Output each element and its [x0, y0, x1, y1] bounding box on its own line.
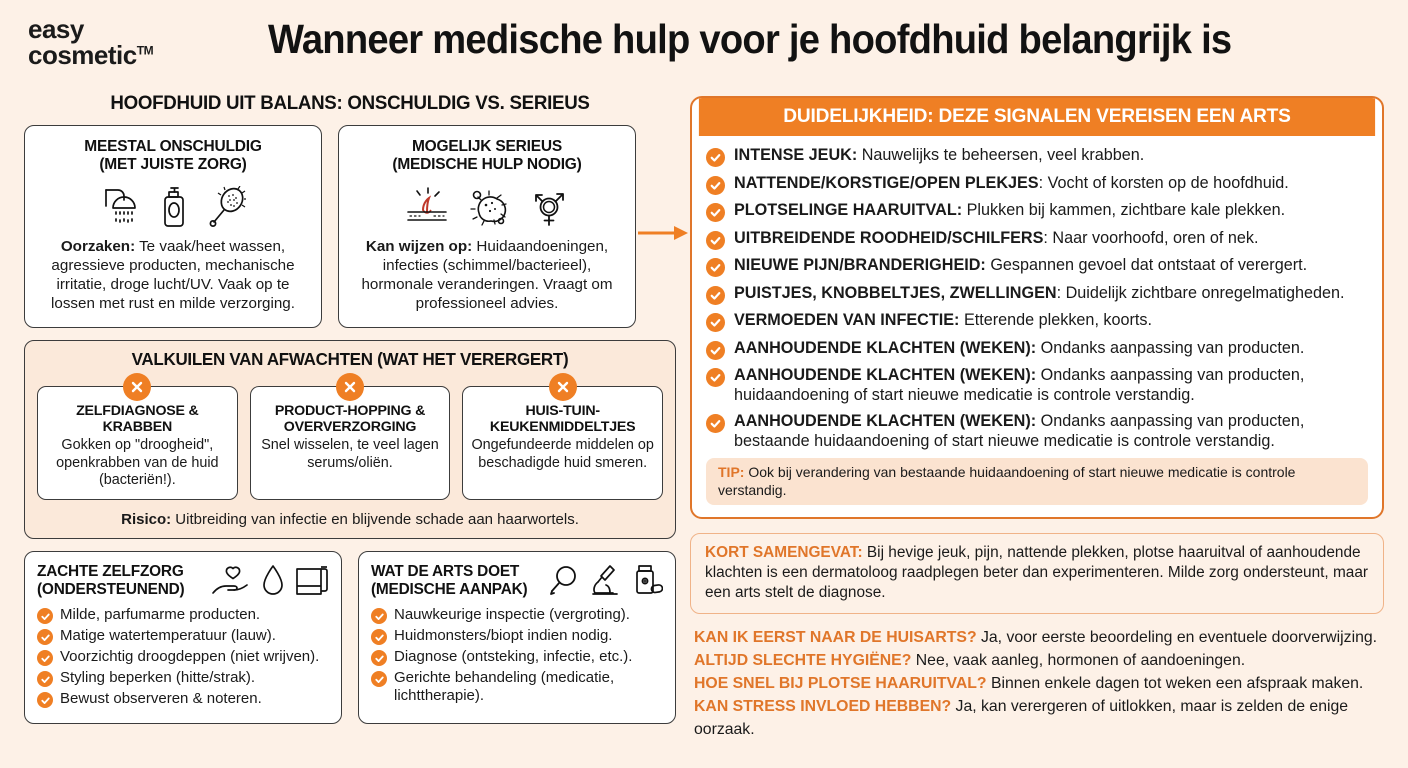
signal-text [734, 366, 1368, 406]
close-icon [336, 373, 364, 401]
close-icon [549, 373, 577, 401]
check-icon [706, 176, 725, 195]
card-icon-row [37, 185, 309, 229]
list-item-label: Milde, parfumarme producten. [60, 606, 261, 624]
pitfall-text: Gokken op "droogheid", openkrabben van de huid (bacteriën!). [56, 437, 219, 488]
close-icon [123, 373, 151, 401]
signal-label: AANHOUDENDE KLACHTEN (WEKEN): [734, 366, 1037, 384]
signal-desc: Ondanks aanpassing van producten, huidaandoening of start nieuwe medicatie is controle verstandig. [734, 366, 1305, 404]
check-icon [37, 692, 53, 708]
pitfalls-title: VALKUILEN VAN AFWACHTEN (WAT HET VERERGERT) [131, 348, 569, 369]
brand-line-2: cosmetic™ [28, 40, 154, 70]
risk-label: Risico: [121, 511, 172, 529]
check-icon [706, 341, 725, 360]
list-item [37, 648, 329, 666]
card-heading-line-1: MOGELIJK SERIEUS [411, 138, 563, 155]
pitfall-card [462, 386, 663, 501]
left-section-title: HOOFDHUID UIT BALANS: ONSCHULDIG VS. SERIEUS [110, 92, 590, 114]
signal-text [734, 174, 1289, 194]
list-item-label: Diagnose (ontsteking, infectie, etc.). [394, 648, 633, 666]
signal-label: AANHOUDENDE KLACHTEN (WEKEN): [734, 412, 1037, 431]
signal-desc: : Vocht of korsten op de hoofdhuid. [1038, 173, 1289, 192]
signal-label: PUISTJES, KNOBBELTJES, ZWELLINGEN [734, 283, 1057, 302]
card-heading [351, 138, 623, 175]
compare-cards [24, 125, 676, 328]
shower-icon [100, 186, 140, 228]
check-icon [371, 671, 387, 687]
header [0, 0, 1408, 88]
signal-text [734, 256, 1307, 276]
pitfall-heading: HUIS-TUIN-KEUKENMIDDELTJES [489, 402, 636, 435]
selfcare-header [37, 563, 329, 599]
selfcare-list [37, 606, 329, 708]
check-icon [37, 608, 53, 624]
faq-row [694, 695, 1384, 741]
doctor-heading [371, 563, 528, 599]
card-doctor-approach [358, 551, 676, 724]
hairbrush-icon [208, 186, 246, 228]
card-possibly-serious [338, 125, 636, 328]
card-gentle-selfcare [24, 551, 342, 724]
selfcare-heading [37, 563, 185, 599]
card-heading-line-2: (MEDISCHE HULP NODIG) [392, 156, 582, 174]
signal-item [706, 311, 1368, 332]
page-title: Wanneer medische hulp voor je hoofdhuid belangrijk is [268, 16, 1232, 62]
signal-item [706, 284, 1368, 305]
list-item [37, 606, 329, 624]
signals-list [692, 136, 1382, 517]
check-icon [37, 650, 53, 666]
list-item-label: Voorzichtig droogdeppen (niet wrijven). [60, 648, 320, 666]
check-icon [706, 286, 725, 305]
faq-answer: Binnen enkele dagen tot weken een afspraak maken. [986, 675, 1364, 693]
signal-text [734, 339, 1304, 359]
check-icon [371, 608, 387, 624]
pitfall-text: Snel wisselen, te veel lagen serums/oliën. [261, 437, 439, 471]
faq-question: ALTIJD SLECHTE HYGIËNE? [694, 652, 912, 670]
selfcare-icon-row [211, 563, 329, 598]
signal-desc: : Naar voorhoofd, oren of nek. [1043, 228, 1259, 247]
pitfall-card [250, 386, 451, 501]
card-icon-row [351, 185, 623, 229]
signal-text [734, 146, 1144, 166]
faq-question: KAN STRESS INVLOED HEBBEN? [694, 698, 952, 716]
pitfall-heading: ZELFDIAGNOSE & KRABBEN [76, 402, 199, 435]
signal-desc: Gespannen gevoel dat ontstaat of verergert. [985, 256, 1308, 274]
microscope-icon [589, 564, 621, 596]
summary-label: KORT SAMENGEVAT: [705, 544, 863, 562]
signal-desc: Plukken bij kammen, zichtbare kale plekken. [962, 201, 1286, 219]
left-column [24, 92, 676, 724]
signal-text [734, 201, 1285, 221]
pump-bottle-icon [160, 186, 188, 228]
list-item [371, 669, 663, 705]
list-item-label: Bewust observeren & noteren. [60, 690, 262, 708]
signal-text [734, 229, 1258, 249]
card-body [37, 237, 309, 313]
card-body-label: Kan wijzen op: [365, 237, 473, 255]
faq-answer: Ja, kan verergeren of uitlokken, maar is zelden de enige oorzaak. [694, 698, 1349, 739]
list-item-label: Huidmonsters/biopt indien nodig. [394, 627, 613, 645]
list-item [37, 627, 329, 645]
signal-text [734, 412, 1368, 452]
bottom-cards [24, 551, 676, 724]
doctor-icon-row [549, 563, 663, 596]
signal-label: INTENSE JEUK: [734, 146, 858, 164]
brand-line-1: easy [28, 14, 84, 44]
signal-desc: Nauwelijks te beheersen, veel krabben. [857, 146, 1145, 164]
water-drop-icon [261, 564, 285, 598]
signal-label: UITBREIDENDE ROODHEID/SCHILFERS [734, 228, 1044, 247]
signal-desc: Ondanks aanpassing van producten. [1036, 338, 1305, 357]
faq-question: KAN IK EERST NAAR DE HUISARTS? [694, 629, 977, 647]
signal-label: NATTENDE/KORSTIGE/OPEN PLEKJES [734, 173, 1039, 192]
signals-panel [690, 96, 1384, 519]
check-icon [706, 203, 725, 222]
towel-icon [295, 564, 329, 598]
brand-logo [28, 16, 153, 68]
check-icon [706, 231, 725, 250]
check-icon [706, 258, 725, 277]
signal-desc: Etterende plekken, koorts. [959, 311, 1153, 329]
hormone-gender-icon [530, 186, 568, 228]
card-body-label: Oorzaken: [60, 237, 136, 255]
pitfalls-section [24, 340, 676, 540]
tip-text-wrap [718, 464, 1356, 499]
list-item [37, 690, 329, 708]
tip-label: TIP: [718, 464, 745, 481]
faq-row [694, 672, 1384, 695]
signal-item [706, 229, 1368, 250]
check-icon [37, 629, 53, 645]
check-icon [706, 368, 725, 387]
selfcare-heading-line-2: (ONDERSTEUNEND) [37, 581, 185, 599]
card-heading-line-2: (MET JUISTE ZORG) [99, 156, 247, 174]
signals-panel-title: DUIDELIJKHEID: DEZE SIGNALEN VEREISEN EEN ARTS [699, 98, 1375, 136]
signal-label: NIEUWE PIJN/BRANDERIGHEID: [734, 256, 986, 274]
list-item-label: Styling beperken (hitte/strak). [60, 669, 256, 687]
summary-text: Bij hevige jeuk, pijn, nattende plekken, plotse haaruitval of aanhoudende klachten is een dermatoloog raadplegen beter dan experimenteren. Milde zorg ondersteunt, maar een arts stelt de diagnose. [705, 544, 1369, 602]
faq-row [694, 649, 1384, 672]
hand-heart-icon [211, 564, 251, 598]
card-body [351, 237, 623, 313]
pill-bottle-icon [631, 564, 663, 596]
signal-item [706, 146, 1368, 167]
signal-item [706, 174, 1368, 195]
card-body-text: Huidaandoeningen, infecties (schimmel/bacterieel), hormonale veranderingen. Vraagt om professioneel advies. [361, 237, 613, 312]
check-icon [371, 629, 387, 645]
card-heading-line-1: MEESTAL ONSCHULDIG [84, 138, 262, 155]
signal-text [734, 311, 1152, 331]
summary-box [690, 533, 1384, 614]
signal-item [706, 201, 1368, 222]
card-mostly-harmless [24, 125, 322, 328]
faq-answer: Nee, vaak aanleg, hormonen of aandoeningen. [911, 652, 1246, 670]
signal-label: AANHOUDENDE KLACHTEN (WEKEN): [734, 338, 1037, 357]
check-icon [37, 671, 53, 687]
pitfall-heading: PRODUCT-HOPPING & OVERVERZORGING [274, 402, 426, 435]
signal-desc: Ondanks aanpassing van producten, bestaande huidaandoening of start nieuwe medicatie is controle verstandig. [734, 412, 1305, 450]
check-icon [371, 650, 387, 666]
check-icon [706, 414, 725, 433]
risk-text: Uitbreiding van infectie en blijvende schade aan haarwortels. [171, 511, 579, 529]
doctor-heading-line-2: (MEDISCHE AANPAK) [371, 581, 528, 599]
magnifier-icon [549, 564, 579, 596]
bacteria-icon [468, 186, 510, 228]
pitfall-card [37, 386, 238, 501]
irritated-follicle-icon [406, 186, 448, 228]
check-icon [706, 148, 725, 167]
faq-answer: Ja, voor eerste beoordeling en eventuele doorverwijzing. [976, 629, 1378, 647]
check-icon [706, 313, 725, 332]
list-item-label: Gerichte behandeling (medicatie, lichttherapie). [394, 669, 615, 705]
pitfall-text: Ongefundeerde middelen op beschadigde huid smeren. [471, 437, 654, 471]
signal-label: PLOTSELINGE HAARUITVAL: [734, 201, 963, 219]
list-item [371, 606, 663, 624]
doctor-heading-line-1: WAT DE ARTS DOET [371, 563, 520, 581]
tip-box [706, 458, 1368, 505]
selfcare-heading-line-1: ZACHTE ZELFZORG [37, 563, 184, 581]
signal-label: VERMOEDEN VAN INFECTIE: [734, 311, 960, 329]
signal-item [706, 366, 1368, 406]
doctor-list [371, 606, 663, 705]
signal-text [734, 284, 1345, 304]
card-body-text: Te vaak/heet wassen, agressieve producten, mechanische irritatie, droge lucht/UV. Vaak op te lossen met rust en milde verzorging. [51, 237, 295, 312]
list-item-label: Matige watertemperatuur (lauw). [60, 627, 276, 645]
list-item [371, 648, 663, 666]
trademark-symbol: TM [136, 43, 154, 58]
right-column [690, 96, 1384, 741]
list-item [371, 627, 663, 645]
signal-desc: : Duidelijk zichtbare onregelmatigheden. [1056, 283, 1345, 302]
faq-section [690, 626, 1384, 741]
signal-item [706, 412, 1368, 452]
signal-item [706, 256, 1368, 277]
tip-text: Ook bij verandering van bestaande huidaandoening of start nieuwe medicatie is controle verstandig. [718, 464, 1296, 498]
faq-row [694, 626, 1384, 649]
summary-text-wrap [705, 543, 1369, 603]
doctor-header [371, 563, 663, 599]
list-item-label: Nauwkeurige inspectie (vergroting). [394, 606, 630, 624]
list-item [37, 669, 329, 687]
signal-item [706, 339, 1368, 360]
pitfalls-risk [37, 511, 663, 528]
card-heading [37, 138, 309, 175]
faq-question: HOE SNEL BIJ PLOTSE HAARUITVAL? [694, 675, 987, 693]
pitfalls-row [37, 386, 663, 501]
